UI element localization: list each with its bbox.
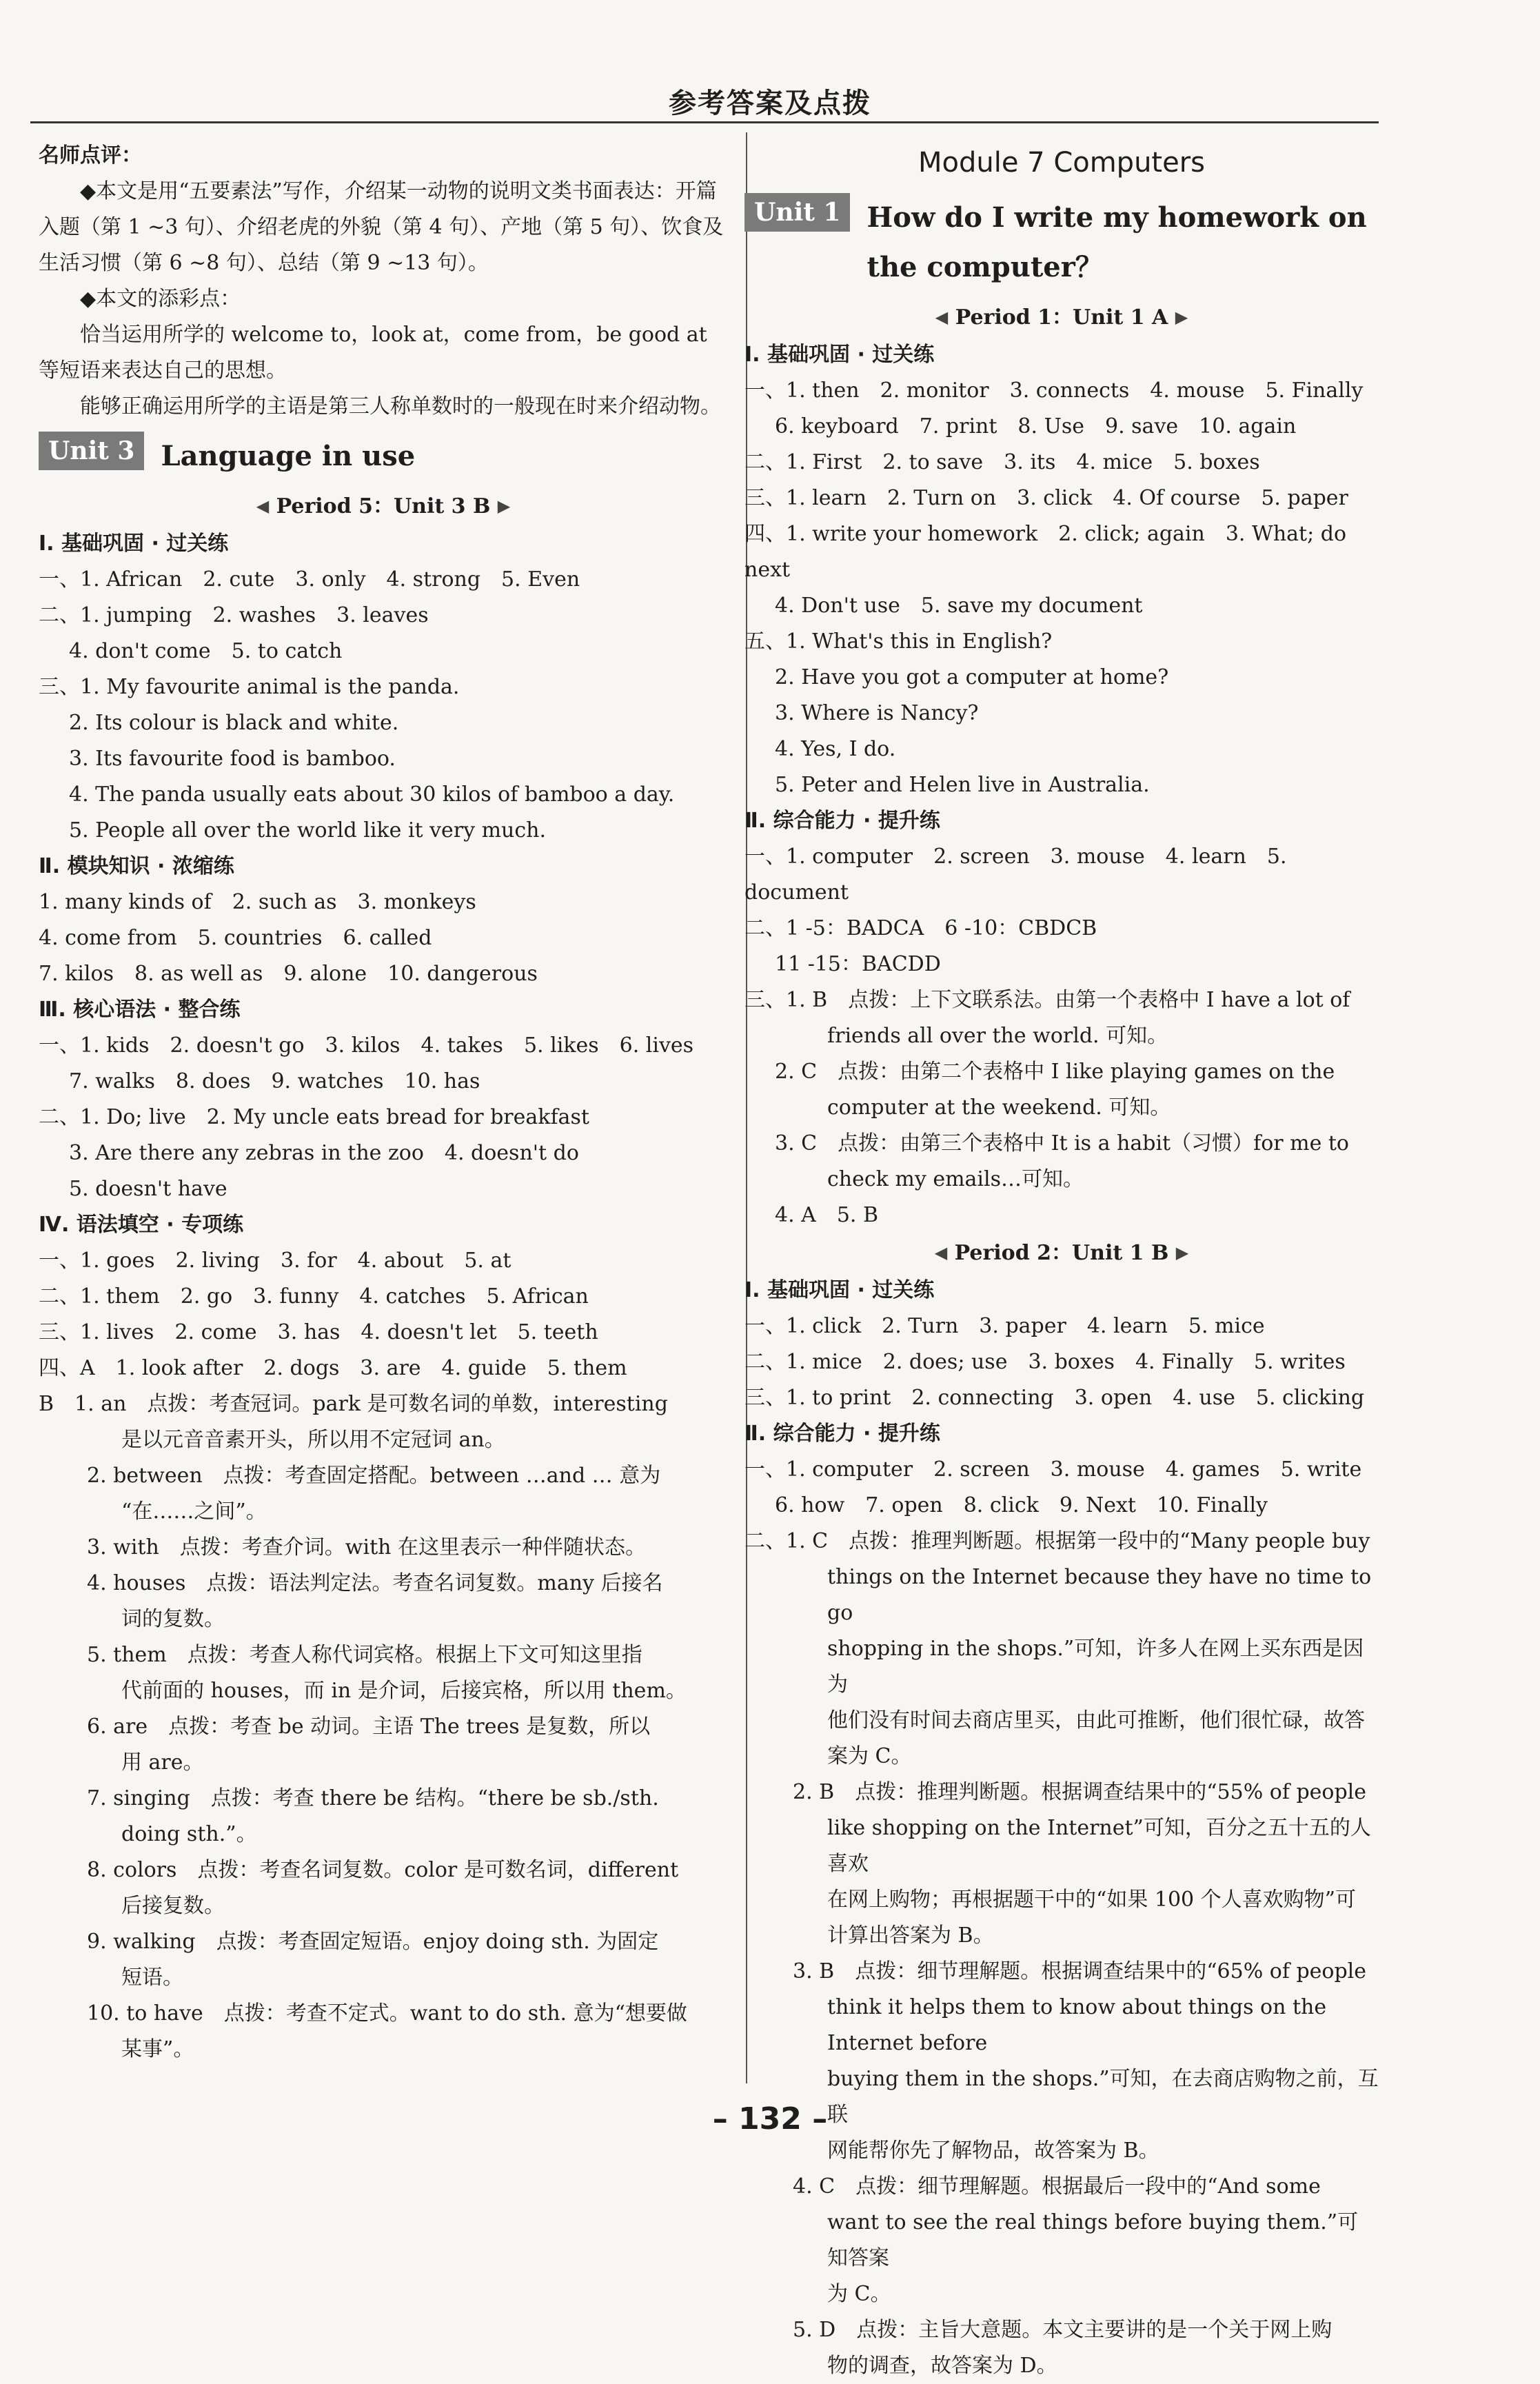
answer-line: 二、1. Do; live 2. My uncle eats bread for breakfast: [39, 1105, 589, 1129]
arrow-right-icon: ▶: [497, 496, 511, 516]
answer-line: 3. Are there any zebras in the zoo 4. doesn't do: [69, 1141, 579, 1165]
page-number: – 132 –: [712, 2101, 828, 2136]
answer-line: 二、1. First 2. to save 3. its 4. mice 5. boxes: [744, 450, 1260, 474]
answer-line: 网能帮你先了解物品，故答案为 B。: [827, 2139, 1159, 2163]
answer-line: friends all over the world. 可知。: [827, 1024, 1168, 1048]
answer-line: 8. colors 点拨：考查名词复数。color 是可数名词，different: [87, 1858, 679, 1882]
answer-line: 他们没有时间去商店里买，由此可推断，他们很忙碌，故答: [827, 1708, 1365, 1733]
right-column: [744, 138, 1379, 2384]
answer-line: 一、1. goes 2. living 3. for 4. about 5. at: [39, 1249, 511, 1273]
answer-line: 物的调查，故答案为 D。: [827, 2354, 1057, 2378]
answer-line: 4. Don't use 5. save my document: [775, 594, 1143, 618]
answer-line: 三、1. learn 2. Turn on 3. click 4. Of course 5. paper: [744, 486, 1348, 510]
answer-line: 9. walking 点拨：考查固定短语。enjoy doing sth. 为固定: [87, 1930, 659, 1954]
answer-line: 一、1. computer 2. screen 3. mouse 4. games 5. write: [744, 1457, 1362, 1482]
unit-title: Language in use: [161, 440, 416, 472]
review-paragraph: ◆本文的添彩点：: [80, 287, 241, 311]
answer-line: “在……之间”。: [121, 1499, 267, 1524]
review-title: 名师点评：: [39, 143, 142, 168]
page-header-title: 参考答案及点拨: [669, 88, 871, 119]
answer-line: doing sth.”。: [121, 1822, 257, 1846]
answer-line: 2. between 点拨：考查固定搭配。between …and … 意为: [87, 1464, 661, 1488]
answer-line: 代前面的 houses，而 in 是介词，后接宾格，所以用 them。: [121, 1679, 687, 1703]
answer-line: 2. C 点拨：由第二个表格中 I like playing games on the: [775, 1060, 1335, 1084]
answer-line: 四、1. write your homework 2. click; again 3. What; do next: [744, 522, 1353, 582]
answer-line: 1. many kinds of 2. such as 3. monkeys: [39, 890, 476, 914]
answer-line: 三、1. lives 2. come 3. has 4. doesn't let 5. teeth: [39, 1320, 598, 1344]
section-heading: Ⅰ. 基础巩固 · 过关练: [744, 343, 935, 367]
section-heading: Ⅱ. 模块知识 · 浓缩练: [39, 854, 234, 878]
period-heading: [39, 487, 728, 526]
answer-line: 10. to have 点拨：考查不定式。want to do sth. 意为“想要做: [87, 2001, 687, 2026]
period-title: Period 2：Unit 1 B: [954, 1241, 1169, 1265]
answer-line: 5. Peter and Helen live in Australia.: [775, 773, 1150, 797]
module-title: Module 7 Computers: [918, 147, 1205, 179]
answer-line: 5. People all over the world like it very much.: [69, 818, 547, 842]
answer-line: 二、1. mice 2. does; use 3. boxes 4. Finally 5. writes: [744, 1350, 1346, 1374]
answer-line: 一、1. African 2. cute 3. only 4. strong 5. Even: [39, 567, 580, 592]
unit-title: How do I write my homework on the computer？: [867, 201, 1367, 283]
answer-line: 3. with 点拨：考查介词。with 在这里表示一种伴随状态。: [87, 1535, 646, 1559]
answer-line: 4. Yes, I do.: [775, 737, 896, 761]
answer-line: 一、1. kids 2. doesn't go 3. kilos 4. takes 5. likes 6. lives: [39, 1033, 694, 1058]
answer-line: 二、1. them 2. go 3. funny 4. catches 5. African: [39, 1284, 589, 1309]
answer-line: 7. singing 点拨：考查 there be 结构。“there be sb./sth.: [87, 1786, 659, 1810]
answer-line: buying them in the shops.”可知，在去商店购物之前，互联: [827, 2067, 1379, 2127]
answer-line: 三、1. B 点拨：上下文联系法。由第一个表格中 I have a lot of: [744, 988, 1350, 1012]
answer-line: 三、1. My favourite animal is the panda.: [39, 675, 460, 699]
answer-line: 三、1. to print 2. connecting 3. open 4. use 5. clicking: [744, 1386, 1365, 1410]
answer-line: 一、1. then 2. monitor 3. connects 4. mouse 5. Finally: [744, 378, 1364, 403]
review-paragraph: ◆本文是用“五要素法”写作，介绍某一动物的说明文类书面表达：开篇入题（第 1 ~3 句）、介绍老虎的外貌（第 4 句）、产地（第 5 句）、饮食及生活习惯（第 6 ~8 句）、总结（第 9 ~13 句）。: [39, 179, 724, 275]
arrow-right-icon: ▶: [1175, 1242, 1189, 1262]
answer-line: 在网上购物；再根据题干中的“如果 100 个人喜欢购物”可: [827, 1888, 1357, 1912]
unit-heading: [744, 193, 1379, 292]
answer-line: 短语。: [121, 1966, 183, 1990]
section-heading: Ⅰ. 基础巩固 · 过关练: [39, 532, 229, 556]
answer-line: 7. kilos 8. as well as 9. alone 10. dangerous: [39, 962, 538, 986]
answer-line: think it helps them to know about things on the Internet before: [827, 1995, 1333, 2055]
header-rule: [30, 121, 1379, 123]
answer-line: 6. keyboard 7. print 8. Use 9. save 10. again: [775, 414, 1297, 438]
answer-line: 4. houses 点拨：语法判定法。考查名词复数。many 后接名: [87, 1571, 663, 1595]
section-heading: Ⅲ. 核心语法 · 整合练: [39, 998, 241, 1022]
answer-line: 4. don't come 5. to catch: [69, 639, 343, 663]
answer-line: 3. C 点拨：由第三个表格中 It is a habit（习惯）for me to: [775, 1131, 1349, 1155]
answer-line: check my emails…可知。: [827, 1167, 1084, 1191]
answer-line: like shopping on the Internet”可知，百分之五十五的人喜欢: [827, 1816, 1371, 1876]
answer-line: 二、1 -5：BADCA 6 -10：CBDCB: [744, 916, 1097, 940]
answer-line: 4. C 点拨：细节理解题。根据最后一段中的“And some: [793, 2174, 1321, 2199]
section-heading: Ⅰ. 基础巩固 · 过关练: [744, 1278, 935, 1302]
section-heading: Ⅱ. 综合能力 · 提升练: [744, 809, 940, 833]
answer-line: 6. how 7. open 8. click 9. Next 10. Finally: [775, 1493, 1268, 1517]
unit-badge: Unit 3: [39, 432, 144, 470]
answer-line: 某事”。: [121, 2037, 194, 2061]
answer-line: 7. walks 8. does 9. watches 10. has: [69, 1069, 480, 1093]
answer-line: 五、1. What's this in English?: [744, 629, 1053, 654]
review-paragraph: 能够正确运用所学的主语是第三人称单数时的一般现在时来介绍动物。: [80, 394, 721, 418]
review-paragraph: 恰当运用所学的 welcome to，look at，come from，be good at 等短语来表达自己的思想。: [39, 323, 707, 383]
answer-line: 3. B 点拨：细节理解题。根据调查结果中的“65% of people: [793, 1959, 1367, 1983]
left-column: [39, 138, 728, 2068]
answer-line: 4. The panda usually eats about 30 kilos of bamboo a day.: [69, 782, 675, 807]
answer-line: B 1. an 点拨：考查冠词。park 是可数名词的单数，interesting: [39, 1392, 668, 1416]
section-heading: Ⅳ. 语法填空 · 专项练: [39, 1213, 244, 1237]
answer-line: 2. B 点拨：推理判断题。根据调查结果中的“55% of people: [793, 1780, 1367, 1804]
arrow-left-icon: ◀: [256, 496, 270, 516]
answer-line: 5. doesn't have: [69, 1177, 227, 1201]
answer-line: 词的复数。: [121, 1607, 225, 1631]
answer-line: 案为 C。: [827, 1744, 912, 1768]
answer-list: [39, 526, 728, 2068]
answer-line: 2. Have you got a computer at home?: [775, 665, 1169, 689]
unit-badge: Unit 1: [744, 193, 850, 232]
answer-line: 计算出答案为 B。: [827, 1923, 994, 1948]
period-title: Period 1：Unit 1 A: [955, 305, 1168, 330]
answer-line: 11 -15：BACDD: [775, 952, 941, 976]
answer-line: 5. them 点拨：考查人称代词宾格。根据上下文可知这里指: [87, 1643, 642, 1667]
period-heading: [744, 1233, 1379, 1273]
unit-heading: [39, 432, 728, 481]
answer-line: 为 C。: [827, 2282, 891, 2306]
answer-line: shopping in the shops.”可知，许多人在网上买东西是因为: [827, 1637, 1364, 1697]
answer-line: 四、A 1. look after 2. dogs 3. are 4. guide 5. them: [39, 1356, 627, 1380]
answer-line: want to see the real things before buying them.”可知答案: [827, 2210, 1359, 2270]
answer-line: 二、1. C 点拨：推理判断题。根据第一段中的“Many people buy: [744, 1529, 1370, 1553]
answer-line: 是以元音音素开头，所以用不定冠词 an。: [121, 1428, 505, 1452]
answer-line: computer at the weekend. 可知。: [827, 1095, 1171, 1120]
arrow-left-icon: ◀: [935, 307, 949, 327]
section-heading: Ⅱ. 综合能力 · 提升练: [744, 1422, 940, 1446]
answer-line: 2. Its colour is black and white.: [69, 711, 399, 735]
answer-line: 二、1. jumping 2. washes 3. leaves: [39, 603, 429, 627]
answer-line: 6. are 点拨：考查 be 动词。主语 The trees 是复数，所以: [87, 1715, 651, 1739]
answer-line: 4. A 5. B: [775, 1203, 879, 1227]
answer-line: things on the Internet because they have no time to go: [827, 1565, 1378, 1625]
period-title: Period 5：Unit 3 B: [276, 494, 491, 518]
answer-list: [744, 1273, 1379, 2384]
arrow-left-icon: ◀: [934, 1242, 948, 1262]
answer-line: 一、1. computer 2. screen 3. mouse 4. learn 5. document: [744, 845, 1294, 905]
answer-list: [744, 337, 1379, 1233]
arrow-right-icon: ▶: [1175, 307, 1188, 327]
period-heading: [744, 298, 1379, 337]
answer-line: 3. Its favourite food is bamboo.: [69, 747, 396, 771]
answer-line: 5. D 点拨：主旨大意题。本文主要讲的是一个关于网上购: [793, 2318, 1333, 2342]
answer-line: 后接复数。: [121, 1894, 225, 1918]
answer-line: 用 are。: [121, 1750, 204, 1775]
answer-line: 3. Where is Nancy?: [775, 701, 979, 725]
answer-line: 4. come from 5. countries 6. called: [39, 926, 432, 950]
answer-line: 一、1. click 2. Turn 3. paper 4. learn 5. mice: [744, 1314, 1265, 1338]
